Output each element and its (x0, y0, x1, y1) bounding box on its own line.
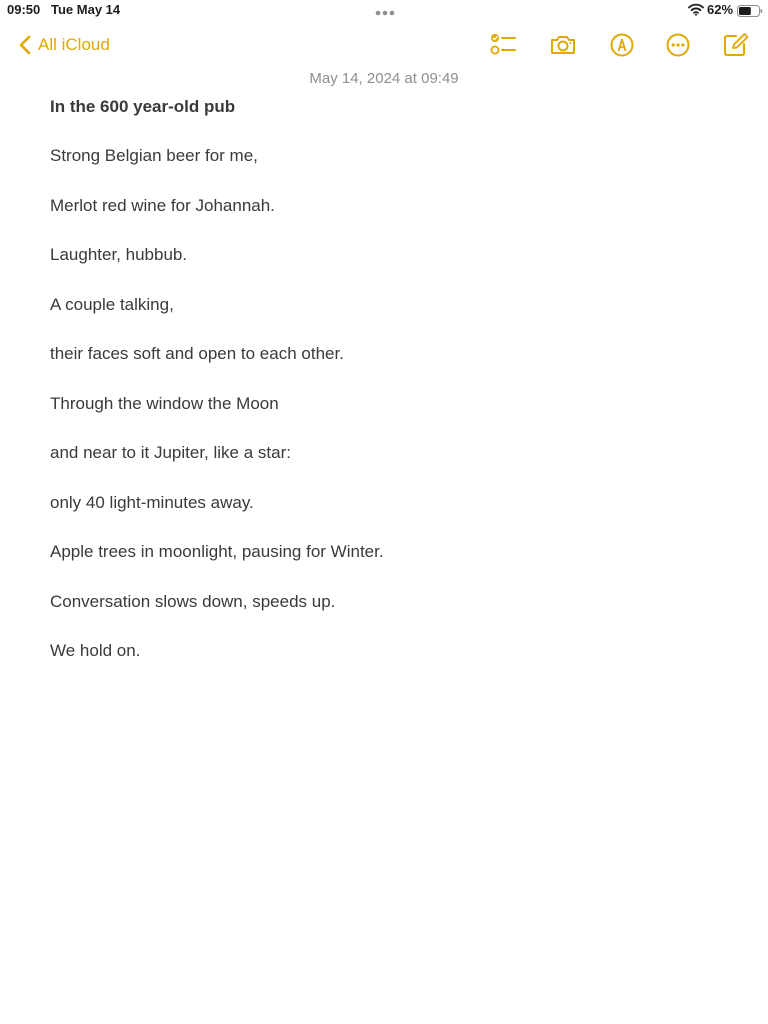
note-line: Through the window the Moon (50, 393, 279, 413)
note-title: In the 600 year-old pub (50, 97, 236, 116)
note-line: Strong Belgian beer for me, (50, 146, 258, 165)
note-line: A couple talking, (50, 294, 174, 314)
note-body[interactable] (50, 96, 730, 690)
more-ellipsis-icon[interactable] (664, 32, 692, 58)
chevron-left-icon (18, 34, 32, 56)
back-button[interactable] (18, 33, 110, 57)
back-button-label: All iCloud (38, 35, 110, 54)
multitasking-dots-icon[interactable] (373, 4, 397, 20)
battery-percent: 62% (707, 2, 734, 17)
note-line: Conversation slows down, speeds up. (50, 591, 336, 611)
note-line: Merlot red wine for Johannah. (50, 195, 275, 215)
note-date: May 14, 2024 at 09:49 (309, 70, 459, 87)
compose-icon[interactable] (722, 32, 750, 58)
wifi-icon (688, 3, 704, 16)
camera-icon[interactable] (549, 32, 577, 58)
note-line: their faces soft and open to each other. (50, 344, 344, 363)
note-line: We hold on. (50, 641, 141, 660)
note-line: Apple trees in moonlight, pausing for Winter. (50, 542, 384, 561)
battery-icon (737, 4, 763, 16)
status-bar (0, 0, 768, 22)
status-date: Tue May 14 (51, 2, 121, 17)
note-line: only 40 light-minutes away. (50, 492, 254, 512)
note-line: and near to it Jupiter, like a star: (50, 443, 291, 462)
checklist-icon[interactable] (489, 32, 517, 58)
note-line: Laughter, hubbub. (50, 245, 188, 264)
status-time: 09:50 (7, 2, 41, 17)
markup-pen-icon[interactable] (608, 32, 636, 58)
